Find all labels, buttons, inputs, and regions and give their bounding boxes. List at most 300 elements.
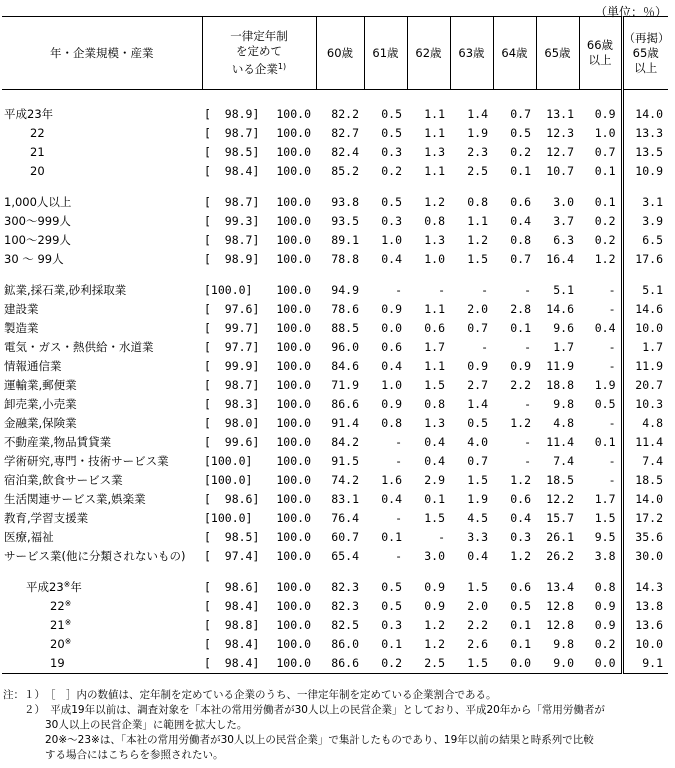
value-64: 0.8	[510, 232, 531, 247]
row-label	[2, 413, 202, 432]
footnote-line: 注：１） ［ ］内の数値は、定年制を定めている企業のうち、一律定年制を定めている企業割合である。	[3, 689, 497, 701]
table-row	[2, 451, 668, 470]
header-uniform-sup: 1)	[277, 62, 287, 71]
row-label	[2, 161, 202, 180]
row-label-text: 情報通信業	[4, 358, 62, 373]
header-uniform-line: いる企業$^{1)}$	[231, 62, 287, 76]
row-label-text: 運輸業,郵便業	[4, 377, 77, 392]
row-label	[2, 527, 202, 546]
value-64: 0.5	[510, 598, 531, 613]
uniform-cell	[202, 211, 316, 230]
value-reprint-65-plus: 11.4	[622, 432, 668, 451]
row-label-text: 20	[30, 163, 45, 178]
row-label-text: 建設業	[4, 301, 39, 316]
value-60: 82.4	[331, 144, 359, 159]
spacer-cell	[2, 180, 202, 192]
value-65: 16.4	[546, 251, 574, 266]
value-66-plus: 1.0	[594, 125, 616, 140]
uniform-rate: [100.0]	[204, 472, 253, 487]
footnotes	[3, 688, 671, 763]
row-label	[2, 394, 202, 413]
row-label-text: 22	[30, 125, 45, 140]
spacer-cell	[450, 180, 493, 192]
value-63: 1.5	[467, 472, 488, 487]
header-age-64: 64歳	[493, 17, 536, 90]
value-60: 91.5	[331, 453, 359, 468]
value-61: 0.4	[381, 358, 402, 373]
value-62: -	[438, 282, 445, 297]
value-62: 3.0	[424, 548, 445, 563]
row-label	[2, 249, 202, 268]
spacer-cell	[202, 268, 316, 280]
header-over66-line: 以上	[588, 53, 612, 67]
value-65: 9.0	[536, 653, 579, 674]
value-66-plus: 1.2	[594, 251, 616, 266]
uniform-cell	[202, 356, 316, 375]
table-row	[2, 375, 668, 394]
value-65: 10.7	[546, 163, 574, 178]
value-62: 1.1	[424, 125, 445, 140]
row-label-text: 300～999人	[4, 213, 71, 228]
row-label-suffix: 年	[70, 579, 82, 594]
value-63: 0.5	[467, 415, 488, 430]
value-64: 0.4	[510, 213, 531, 228]
row-label-text: 製造業	[4, 320, 39, 335]
spacer-cell	[2, 565, 202, 577]
value-65: 9.8	[553, 636, 574, 651]
value-62: 0.9	[424, 598, 445, 613]
value-66-plus: 1.5	[594, 510, 616, 525]
row-label-text: 20	[50, 636, 65, 651]
total-value: 100.0	[276, 548, 311, 563]
value-reprint-65-plus: 13.6	[622, 615, 668, 634]
value-64: 2.8	[510, 301, 531, 316]
table-row	[2, 653, 668, 674]
table-row	[2, 249, 668, 268]
value-63: 0.8	[467, 194, 488, 209]
value-62: 0.1	[424, 491, 445, 506]
spacer-cell	[202, 90, 316, 105]
uniform-rate: [ 99.7]	[204, 320, 260, 335]
table-row	[2, 615, 668, 634]
value-60: 82.5	[331, 617, 359, 632]
table-row	[2, 337, 668, 356]
value-63: 2.0	[467, 301, 488, 316]
uniform-cell	[202, 432, 316, 451]
uniform-cell	[202, 192, 316, 211]
uniform-cell	[202, 104, 316, 123]
spacer-row	[2, 565, 668, 577]
value-63: 0.7	[467, 320, 488, 335]
uniform-cell	[202, 634, 316, 653]
table-row	[2, 413, 668, 432]
row-label	[2, 211, 202, 230]
value-61: -	[395, 548, 402, 563]
row-label	[2, 432, 202, 451]
uniform-rate: [ 98.7]	[204, 194, 260, 209]
total-value: 100.0	[276, 434, 311, 449]
value-60: 82.3	[331, 579, 359, 594]
header-over66-line: 66歳	[586, 38, 614, 52]
uniform-cell	[202, 470, 316, 489]
value-reprint-65-plus: 5.1	[622, 280, 668, 299]
row-label-text: 100～299人	[4, 232, 71, 247]
value-63: 1.5	[450, 653, 493, 674]
value-63: 2.5	[467, 163, 488, 178]
value-60: 88.5	[331, 320, 359, 335]
value-60: 85.2	[331, 163, 359, 178]
header-age-63: 63歳	[450, 17, 493, 90]
row-label-text: 医療,福祉	[4, 529, 54, 544]
value-63: 4.0	[467, 434, 488, 449]
value-60: 78.6	[331, 301, 359, 316]
value-62: 1.5	[424, 510, 445, 525]
spacer-cell	[450, 90, 493, 105]
value-62: 2.9	[424, 472, 445, 487]
value-66-plus: 0.9	[594, 106, 616, 121]
spacer-cell	[364, 180, 407, 192]
row-label-sup: ※	[63, 579, 71, 589]
row-label	[2, 577, 202, 596]
spacer-cell	[579, 90, 622, 105]
uniform-cell	[202, 577, 316, 596]
total-value: 100.0	[276, 301, 311, 316]
table-row	[2, 318, 668, 337]
row-label	[2, 318, 202, 337]
value-63: 0.4	[467, 548, 488, 563]
total-value: 100.0	[276, 106, 311, 121]
row-label-sup: ※	[64, 617, 72, 627]
value-reprint-65-plus: 17.2	[622, 508, 668, 527]
row-label-text: 宿泊業,飲食サービス業	[4, 472, 123, 487]
value-60: 82.7	[331, 125, 359, 140]
value-62: -	[438, 529, 445, 544]
value-63: 1.9	[467, 125, 488, 140]
spacer-cell	[622, 268, 668, 280]
value-66-plus: 1.9	[594, 377, 616, 392]
uniform-rate: [100.0]	[204, 453, 253, 468]
uniform-rate: [ 98.3]	[204, 396, 260, 411]
value-reprint-65-plus: 1.7	[622, 337, 668, 356]
value-66-plus: 0.1	[594, 194, 616, 209]
row-label-text: 学術研究,専門・技術サービス業	[4, 453, 169, 468]
value-reprint-65-plus: 9.1	[622, 653, 668, 674]
value-64: 0.1	[510, 320, 531, 335]
value-63: 2.0	[467, 598, 488, 613]
row-label-sup: ※	[64, 598, 72, 608]
value-65: 12.7	[546, 144, 574, 159]
table-row	[2, 470, 668, 489]
uniform-cell	[202, 527, 316, 546]
uniform-cell	[202, 394, 316, 413]
value-64: 0.0	[493, 653, 536, 674]
value-61: -	[395, 453, 402, 468]
total-value: 100.0	[276, 472, 311, 487]
value-61: 0.1	[381, 529, 402, 544]
header-reprint-65-plus	[622, 17, 668, 90]
footnote-line: する場合にはこちらを参照されたい。	[3, 749, 224, 761]
value-61: -	[395, 510, 402, 525]
value-reprint-65-plus: 20.7	[622, 375, 668, 394]
value-61: -	[395, 282, 402, 297]
value-62: 0.4	[424, 453, 445, 468]
uniform-rate: [ 98.7]	[204, 377, 260, 392]
value-63: 2.7	[467, 377, 488, 392]
value-65: 3.0	[553, 194, 574, 209]
value-61: 1.0	[381, 377, 402, 392]
spacer-row	[2, 90, 668, 105]
row-label	[2, 123, 202, 142]
row-label	[2, 280, 202, 299]
value-63: 2.6	[467, 636, 488, 651]
value-60: 86.0	[331, 636, 359, 651]
value-61: -	[395, 434, 402, 449]
value-66-plus: 0.2	[594, 636, 616, 651]
total-value: 100.0	[276, 377, 311, 392]
row-label-text: 平成23	[26, 579, 64, 594]
value-66-plus: -	[608, 301, 616, 316]
value-63: 0.7	[467, 453, 488, 468]
table-row	[2, 142, 668, 161]
value-65: 1.7	[553, 339, 574, 354]
value-62: 0.4	[424, 434, 445, 449]
value-65: 12.3	[546, 125, 574, 140]
value-61: 0.5	[381, 579, 402, 594]
value-62: 1.3	[424, 415, 445, 430]
uniform-rate: [ 97.7]	[204, 339, 260, 354]
value-63: 3.3	[467, 529, 488, 544]
value-62: 2.5	[407, 653, 450, 674]
value-60: 93.5	[331, 213, 359, 228]
uniform-rate: [ 98.6]	[204, 491, 260, 506]
value-reprint-65-plus: 13.8	[622, 596, 668, 615]
row-label-text: 30 ～ 99人	[4, 251, 64, 266]
value-65: 13.1	[546, 106, 574, 121]
value-64: 0.9	[510, 358, 531, 373]
row-label-text: 21	[50, 617, 65, 632]
value-reprint-65-plus: 17.6	[622, 249, 668, 268]
value-63: 1.4	[467, 106, 488, 121]
value-reprint-65-plus: 10.9	[622, 161, 668, 180]
value-65: 13.4	[546, 579, 574, 594]
spacer-cell	[493, 180, 536, 192]
spacer-cell	[622, 90, 668, 105]
uniform-cell	[202, 413, 316, 432]
row-label	[2, 104, 202, 123]
value-61: 0.2	[381, 163, 402, 178]
value-66-plus: -	[608, 358, 616, 373]
table-row	[2, 280, 668, 299]
value-63: 1.5	[467, 579, 488, 594]
uniform-rate: [100.0]	[204, 282, 253, 297]
spacer-cell	[407, 90, 450, 105]
value-65: 26.2	[546, 548, 574, 563]
value-64: -	[524, 453, 531, 468]
unit-label: （単位：％）	[594, 5, 667, 19]
value-64: 0.3	[510, 529, 531, 544]
value-60: 84.2	[331, 434, 359, 449]
value-62: 1.1	[424, 106, 445, 121]
value-60: 96.0	[331, 339, 359, 354]
value-64: 0.1	[510, 636, 531, 651]
value-61: 0.9	[381, 396, 402, 411]
spacer-cell	[2, 90, 202, 105]
value-66-plus: 0.1	[594, 163, 616, 178]
header-age-61: 61歳	[364, 17, 407, 90]
uniform-cell	[202, 653, 316, 674]
value-reprint-65-plus: 14.3	[622, 577, 668, 596]
row-label-text: 不動産業,物品賃貸業	[4, 434, 112, 449]
footnote-line: 20※～23※は、「本社の常用労働者が30人以上の民営企業」で集計したものであり、19年以前の結果と時系列で比較	[3, 734, 594, 746]
total-value: 100.0	[276, 598, 311, 613]
value-66-plus: 0.9	[594, 617, 616, 632]
value-66-plus: -	[608, 339, 616, 354]
uniform-rate: [ 98.7]	[204, 232, 260, 247]
table-row	[2, 577, 668, 596]
uniform-rate: [100.0]	[204, 510, 253, 525]
value-65: 12.2	[546, 491, 574, 506]
value-62: 1.1	[424, 358, 445, 373]
value-63: 1.5	[467, 251, 488, 266]
row-label	[2, 546, 202, 565]
uniform-cell	[202, 280, 316, 299]
value-60: 86.6	[331, 396, 359, 411]
total-value: 100.0	[276, 491, 311, 506]
spacer-cell	[622, 180, 668, 192]
row-label	[2, 596, 202, 615]
value-62: 1.5	[424, 377, 445, 392]
spacer-cell	[2, 268, 202, 280]
value-61: 0.0	[381, 320, 402, 335]
row-label-text: 1,000人以上	[4, 194, 72, 209]
table-row	[2, 432, 668, 451]
uniform-cell	[202, 489, 316, 508]
value-63: 4.5	[467, 510, 488, 525]
total-value: 100.0	[276, 213, 311, 228]
value-65: 9.8	[553, 396, 574, 411]
value-65: 9.6	[553, 320, 574, 335]
value-65: 15.7	[546, 510, 574, 525]
value-65: 3.7	[553, 213, 574, 228]
uniform-rate: [ 98.4]	[204, 656, 260, 670]
value-63: 2.2	[467, 617, 488, 632]
row-label-text: サービス業(他に分類されないもの)	[4, 548, 186, 563]
value-64: 0.1	[510, 163, 531, 178]
value-reprint-65-plus: 3.1	[622, 192, 668, 211]
row-label	[2, 142, 202, 161]
value-64: 1.2	[510, 548, 531, 563]
value-64: 2.2	[510, 377, 531, 392]
value-60: 74.2	[331, 472, 359, 487]
table-row	[2, 230, 668, 249]
table-row	[2, 123, 668, 142]
row-label	[2, 356, 202, 375]
uniform-rate: [ 98.5]	[204, 144, 260, 159]
uniform-rate: [ 99.6]	[204, 434, 260, 449]
total-value: 100.0	[276, 415, 311, 430]
value-65: 7.4	[553, 453, 574, 468]
uniform-cell	[202, 546, 316, 565]
value-62: 0.9	[424, 579, 445, 594]
uniform-cell	[202, 451, 316, 470]
spacer-cell	[536, 180, 579, 192]
spacer-cell	[536, 565, 579, 577]
row-label-text: 22	[50, 598, 65, 613]
footnote-line: ２） 平成19年以前は、調査対象を「本社の常用労働者が30人以上の民営企業」としており、平成20年から「常用労働者が	[3, 704, 605, 716]
row-label-text: 電気・ガス・熱供給・水道業	[4, 339, 154, 354]
value-60: 60.7	[331, 529, 359, 544]
table-row	[2, 527, 668, 546]
row-label	[2, 375, 202, 394]
value-66-plus: -	[608, 453, 616, 468]
spacer-cell	[579, 180, 622, 192]
value-60: 83.1	[331, 491, 359, 506]
value-64: 0.2	[510, 144, 531, 159]
row-label-text: 平成23年	[4, 106, 54, 121]
total-value: 100.0	[276, 617, 311, 632]
row-label-text: 卸売業,小売業	[4, 396, 77, 411]
spacer-cell	[316, 90, 364, 105]
table-body	[2, 90, 668, 674]
header-row	[2, 17, 668, 90]
value-60: 91.4	[331, 415, 359, 430]
row-label	[2, 508, 202, 527]
spacer-row	[2, 268, 668, 280]
spacer-cell	[450, 565, 493, 577]
value-60: 65.4	[331, 548, 359, 563]
value-65: 12.8	[546, 617, 574, 632]
spacer-cell	[364, 565, 407, 577]
value-reprint-65-plus: 14.0	[622, 104, 668, 123]
table-row	[2, 104, 668, 123]
value-61: 0.6	[381, 339, 402, 354]
row-label	[2, 634, 202, 653]
value-64: -	[524, 396, 531, 411]
value-60: 76.4	[331, 510, 359, 525]
value-64: -	[524, 339, 531, 354]
total-value: 100.0	[276, 396, 311, 411]
value-62: 1.2	[424, 617, 445, 632]
spacer-cell	[316, 180, 364, 192]
value-60: 89.1	[331, 232, 359, 247]
value-65: 4.8	[553, 415, 574, 430]
value-reprint-65-plus: 14.0	[622, 489, 668, 508]
uniform-cell	[202, 299, 316, 318]
spacer-cell	[316, 565, 364, 577]
value-65: 12.8	[546, 598, 574, 613]
value-61: 0.4	[381, 251, 402, 266]
value-reprint-65-plus: 18.5	[622, 470, 668, 489]
table-row	[2, 489, 668, 508]
total-value: 100.0	[276, 144, 311, 159]
value-66-plus: -	[608, 282, 616, 297]
value-65: 5.1	[553, 282, 574, 297]
header-label: 年・企業規模・産業	[2, 17, 202, 90]
value-66-plus: 0.9	[594, 598, 616, 613]
value-63: 0.9	[467, 358, 488, 373]
value-66-plus: -	[608, 415, 616, 430]
value-61: 0.5	[381, 194, 402, 209]
spacer-cell	[493, 268, 536, 280]
row-label-text: 教育,学習支援業	[4, 510, 89, 525]
total-value: 100.0	[276, 579, 311, 594]
header-age-62: 62歳	[407, 17, 450, 90]
value-64: 1.2	[510, 472, 531, 487]
spacer-cell	[493, 90, 536, 105]
value-reprint-65-plus: 4.8	[622, 413, 668, 432]
uniform-cell	[202, 596, 316, 615]
total-value: 100.0	[276, 656, 311, 670]
